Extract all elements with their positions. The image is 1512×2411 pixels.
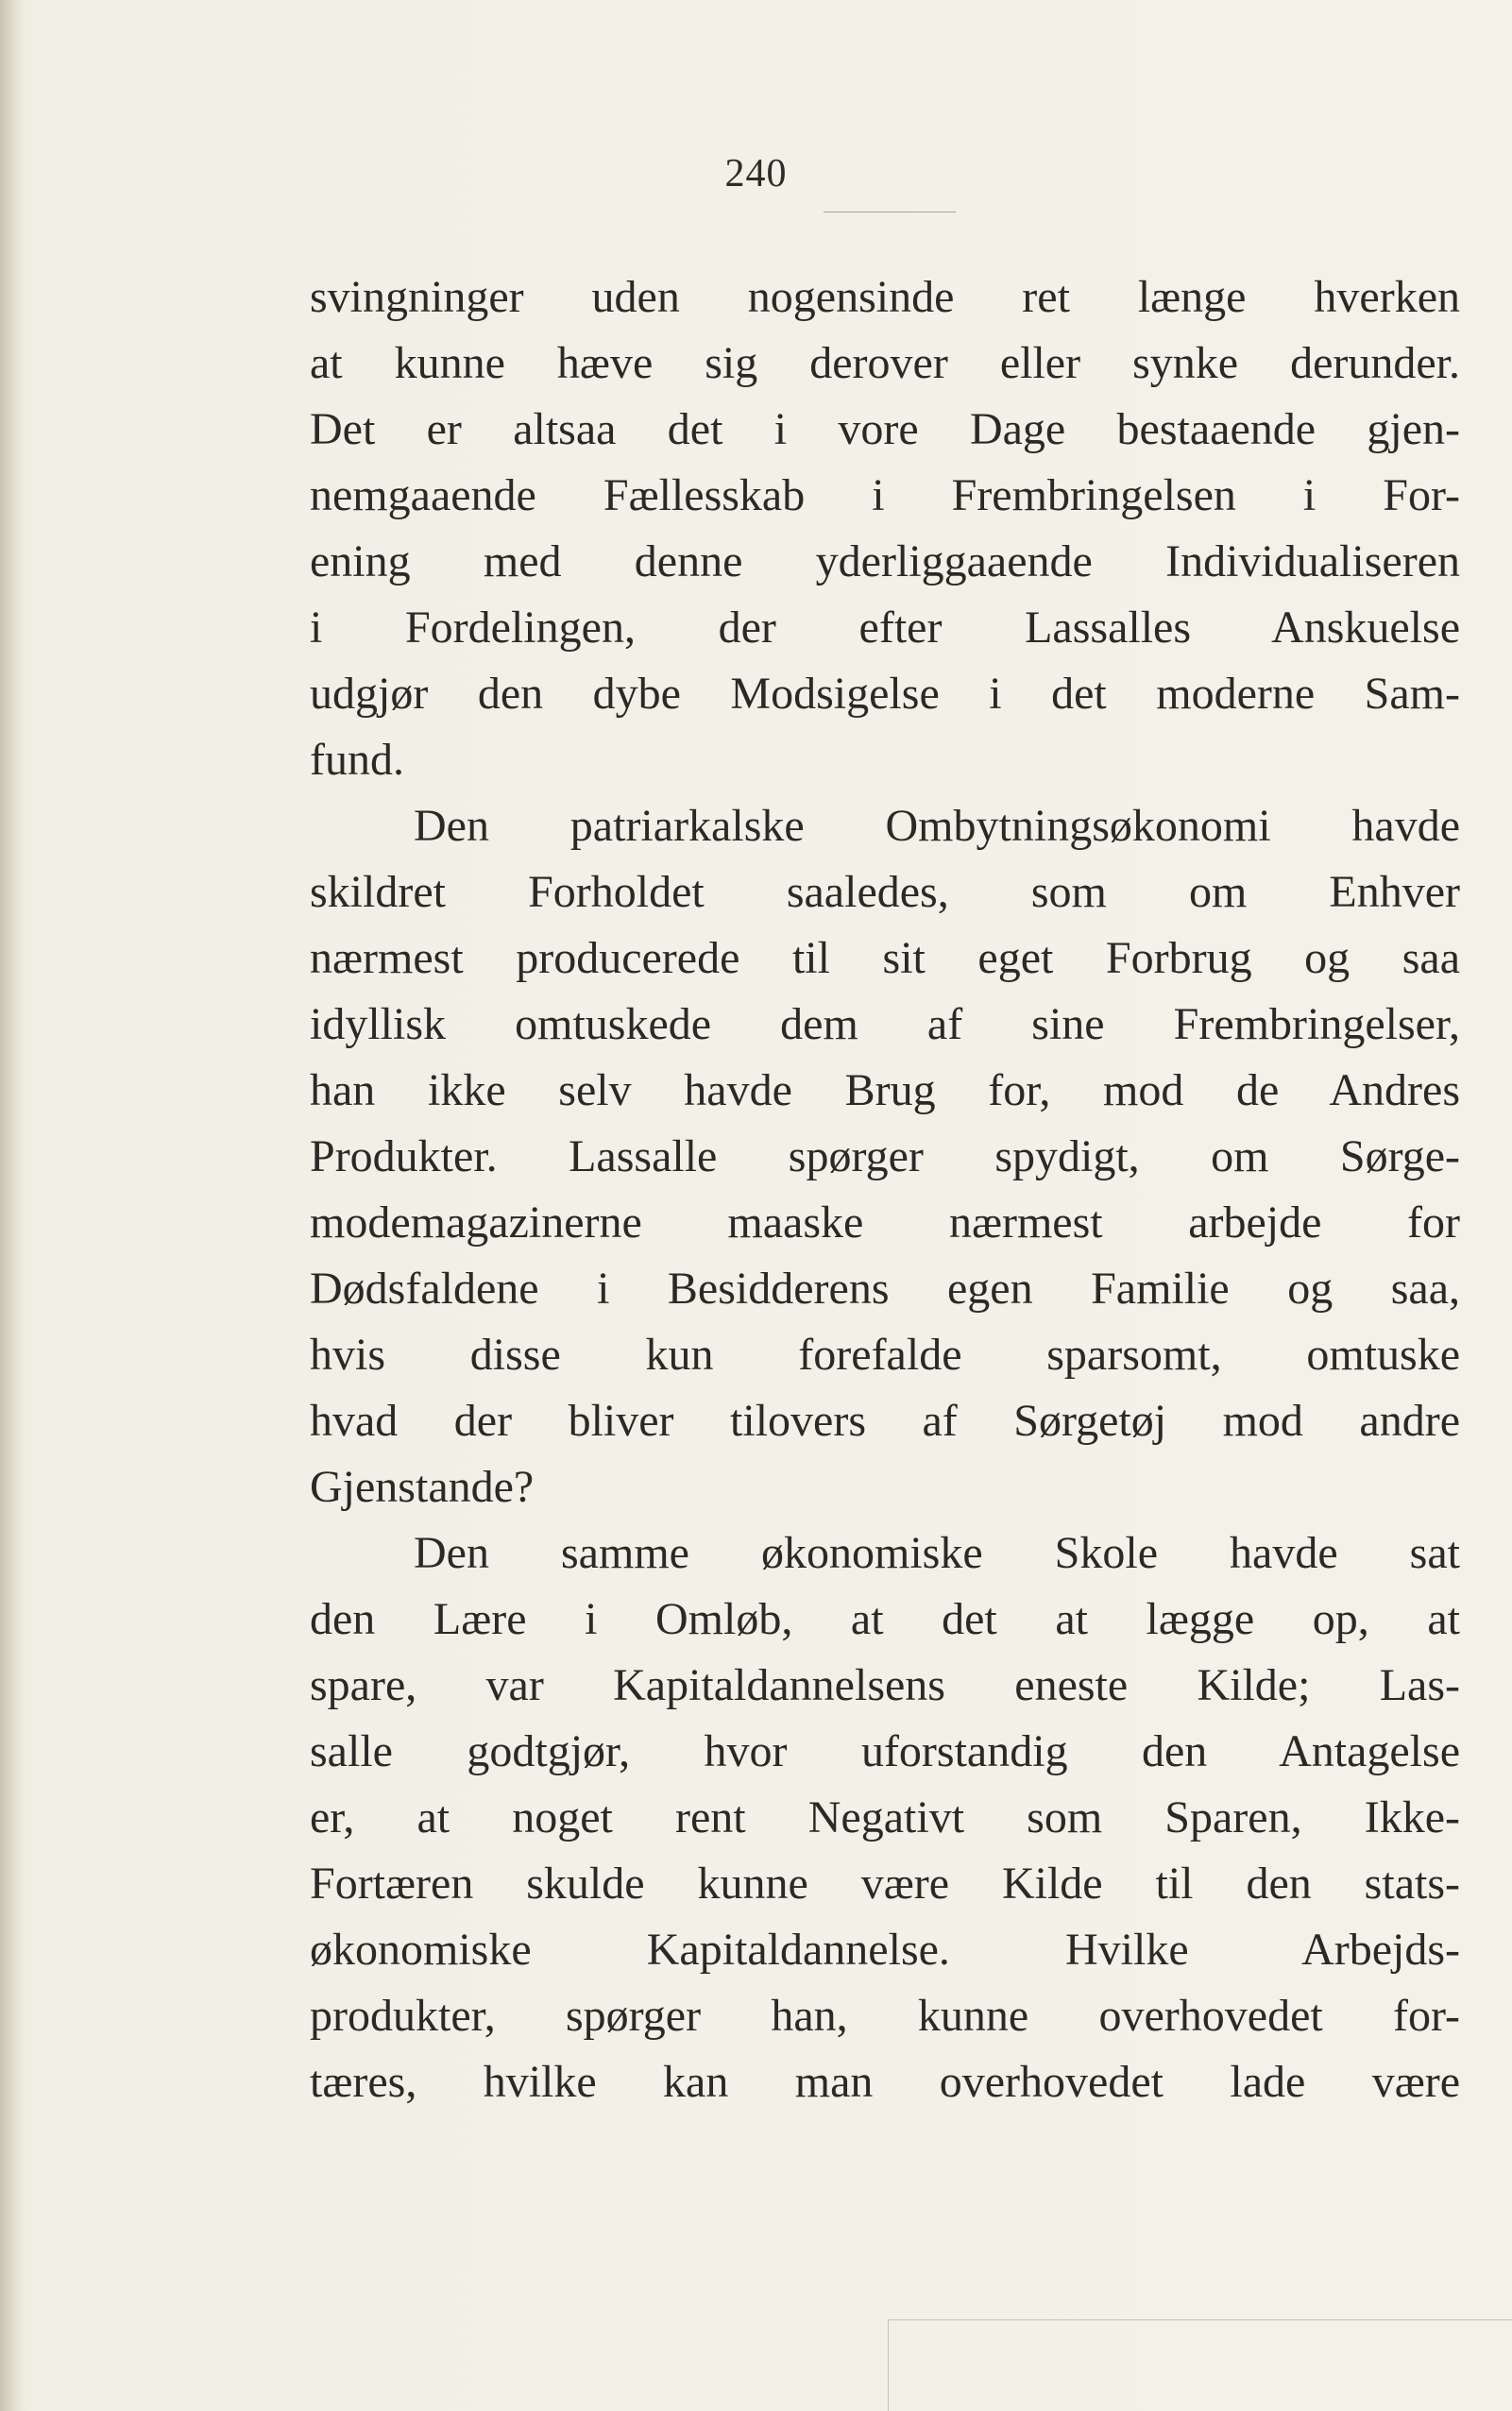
- text-line: salle godtgjør, hvor uforstandig den Antagelse: [310, 1726, 1460, 1776]
- text-line: udgjør den dybe Modsigelse i det moderne Sam-: [310, 669, 1460, 719]
- text-line: Dødsfaldene i Besidderens egen Familie og saa,: [310, 1264, 1460, 1314]
- text-line: den Lære i Omløb, at det at lægge op, at: [310, 1594, 1460, 1644]
- text-line: fund.: [310, 735, 404, 785]
- text-line: skildret Forholdet saaledes, som om Enhver: [310, 867, 1460, 917]
- text-line: modemagazinerne maaske nærmest arbejde for: [310, 1197, 1460, 1248]
- text-line: ening med denne yderliggaaende Individualiseren: [310, 536, 1460, 586]
- text-line: Produkter. Lassalle spørger spydigt, om Sørge-: [310, 1131, 1460, 1181]
- text-line: produkter, spørger han, kunne overhovedet for-: [310, 1991, 1460, 2041]
- text-line: Den samme økonomiske Skole havde sat: [414, 1528, 1460, 1578]
- bottom-edge-tick: [888, 2319, 889, 2411]
- text-line: svingninger uden nogensinde ret længe hverken: [310, 272, 1460, 322]
- text-line: Fortæren skulde kunne være Kilde til den stats-: [310, 1859, 1460, 1909]
- page-number: 240: [724, 152, 788, 195]
- text-line: han ikke selv havde Brug for, mod de Andres: [310, 1065, 1460, 1115]
- text-line: Gjenstande?: [310, 1462, 535, 1512]
- text-line: i Fordelingen, der efter Lassalles Anskuelse: [310, 603, 1460, 653]
- text-line: nærmest producerede til sit eget Forbrug og saa: [310, 933, 1460, 983]
- text-line: Det er altsaa det i vore Dage bestaaende gjen-: [310, 404, 1460, 454]
- text-line: Den patriarkalske Ombytningsøkonomi havde: [414, 801, 1460, 851]
- text-line: er, at noget rent Negativt som Sparen, Ikke-: [310, 1792, 1460, 1842]
- text-line: nemgaaende Fællesskab i Frembringelsen i For-: [310, 470, 1460, 520]
- text-line: hvad der bliver tilovers af Sørgetøj mod andre: [310, 1396, 1460, 1446]
- text-line: hvis disse kun forefalde sparsomt, omtuske: [310, 1330, 1460, 1380]
- body-text: [310, 264, 1460, 2115]
- text-line: at kunne hæve sig derover eller synke derunder.: [310, 338, 1460, 388]
- text-line: tæres, hvilke kan man overhovedet lade være: [310, 2057, 1460, 2107]
- bottom-edge-rule: [888, 2319, 1512, 2320]
- text-line: økonomiske Kapitaldannelse. Hvilke Arbejds-: [310, 1925, 1460, 1975]
- text-line: idyllisk omtuskede dem af sine Frembringelser,: [310, 999, 1460, 1049]
- text-line: spare, var Kapitaldannelsens eneste Kilde; Las-: [310, 1660, 1460, 1710]
- binding-gutter-shadow: [0, 0, 23, 2411]
